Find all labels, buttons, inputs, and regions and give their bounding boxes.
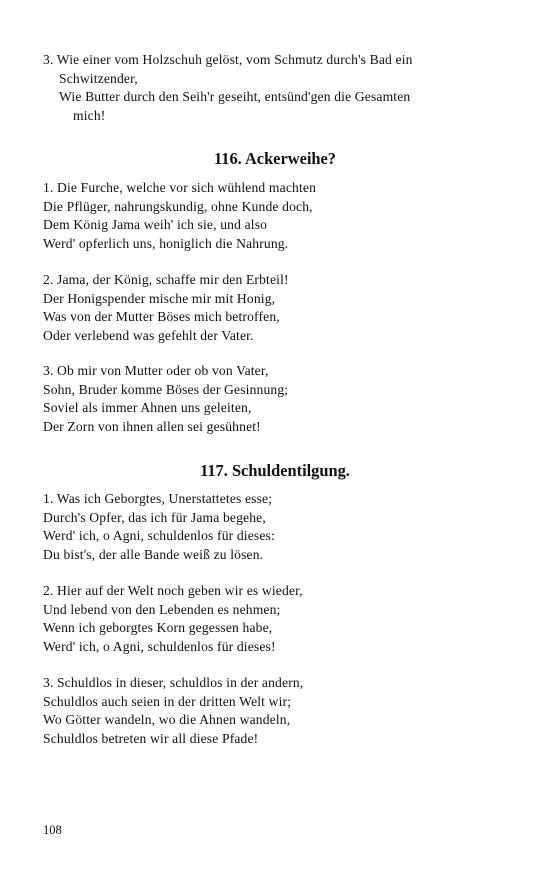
intro-line-2: Schwitzender, — [59, 70, 138, 86]
s116-stanza3-line2: Sohn, Bruder komme Böses der Gesinnung; — [43, 381, 289, 397]
s117-stanza1-line2: Durch's Opfer, das ich für Jama begehe, — [43, 509, 266, 525]
s116-stanza1-line2: Die Pflüger, nahrungskundig, ohne Kunde doch, — [43, 198, 313, 214]
s117-stanza2-line2: Und lebend von den Lebenden es nehmen; — [43, 601, 281, 617]
s117-stanza2-line1: 2. Hier auf der Welt noch geben wir es wieder, — [43, 583, 303, 598]
s117-stanza3-line1: 3. Schuldlos in dieser, schuldlos in der andern, — [43, 675, 304, 690]
s117-stanza1-line3: Werd' ich, o Agni, schuldenlos für dieses: — [43, 528, 275, 543]
s117-stanza3-line2: Schuldlos auch seien in der dritten Welt wir; — [43, 693, 292, 709]
s117-stanza2-line3: Wenn ich geborgtes Korn gegessen habe, — [43, 620, 273, 635]
s116-stanza2-line2: Der Honigspender mische mir mit Honig, — [43, 290, 276, 306]
page-number: 108 — [43, 823, 62, 837]
s117-stanza1-line4: Du bist's, der alle Bande weiß zu lösen. — [43, 546, 264, 562]
s117-stanza2-line4: Werd' ich, o Agni, schuldenlos für dieses! — [43, 638, 276, 654]
intro-line-1: 3. Wie einer vom Holzschuh gelöst, vom Schmutz durch's Bad ein — [43, 52, 413, 67]
s117-stanza3-line4: Schuldlos betreten wir all diese Pfade! — [43, 730, 259, 746]
s117-stanza1-line1: 1. Was ich Geborgtes, Unerstattetes esse; — [43, 491, 273, 506]
s117-stanza3-line3: Wo Götter wandeln, wo die Ahnen wandeln, — [43, 712, 291, 727]
s116-stanza3-line4: Der Zorn von ihnen allen sei gesühnet! — [43, 418, 261, 434]
s116-stanza1-line3: Dem König Jama weih' ich sie, und also — [43, 217, 268, 232]
intro-line-3: Wie Butter durch den Seih'r geseiht, entsünd'gen die Gesamten — [59, 89, 411, 104]
s116-stanza1-line4: Werd' opferlich uns, honiglich die Nahrung. — [43, 235, 289, 251]
section-116-title: 116. Ackerweihe? — [213, 149, 336, 168]
section-117-title: 117. Schuldentilgung. — [200, 461, 350, 480]
s116-stanza3-line3: Soviel als immer Ahnen uns geleiten, — [43, 400, 252, 415]
s116-stanza2-line3: Was von der Mutter Böses mich betroffen, — [43, 309, 280, 324]
s116-stanza2-line4: Oder verlebend was gefehlt der Vater. — [43, 327, 254, 343]
s116-stanza1-line1: 1. Die Furche, welche vor sich wühlend machten — [43, 180, 317, 195]
s116-stanza3-line1: 3. Ob mir von Mutter oder ob von Vater, — [43, 363, 269, 378]
s116-stanza2-line1: 2. Jama, der König, schaffe mir den Erbteil! — [43, 272, 289, 287]
intro-line-4: mich! — [73, 107, 106, 123]
